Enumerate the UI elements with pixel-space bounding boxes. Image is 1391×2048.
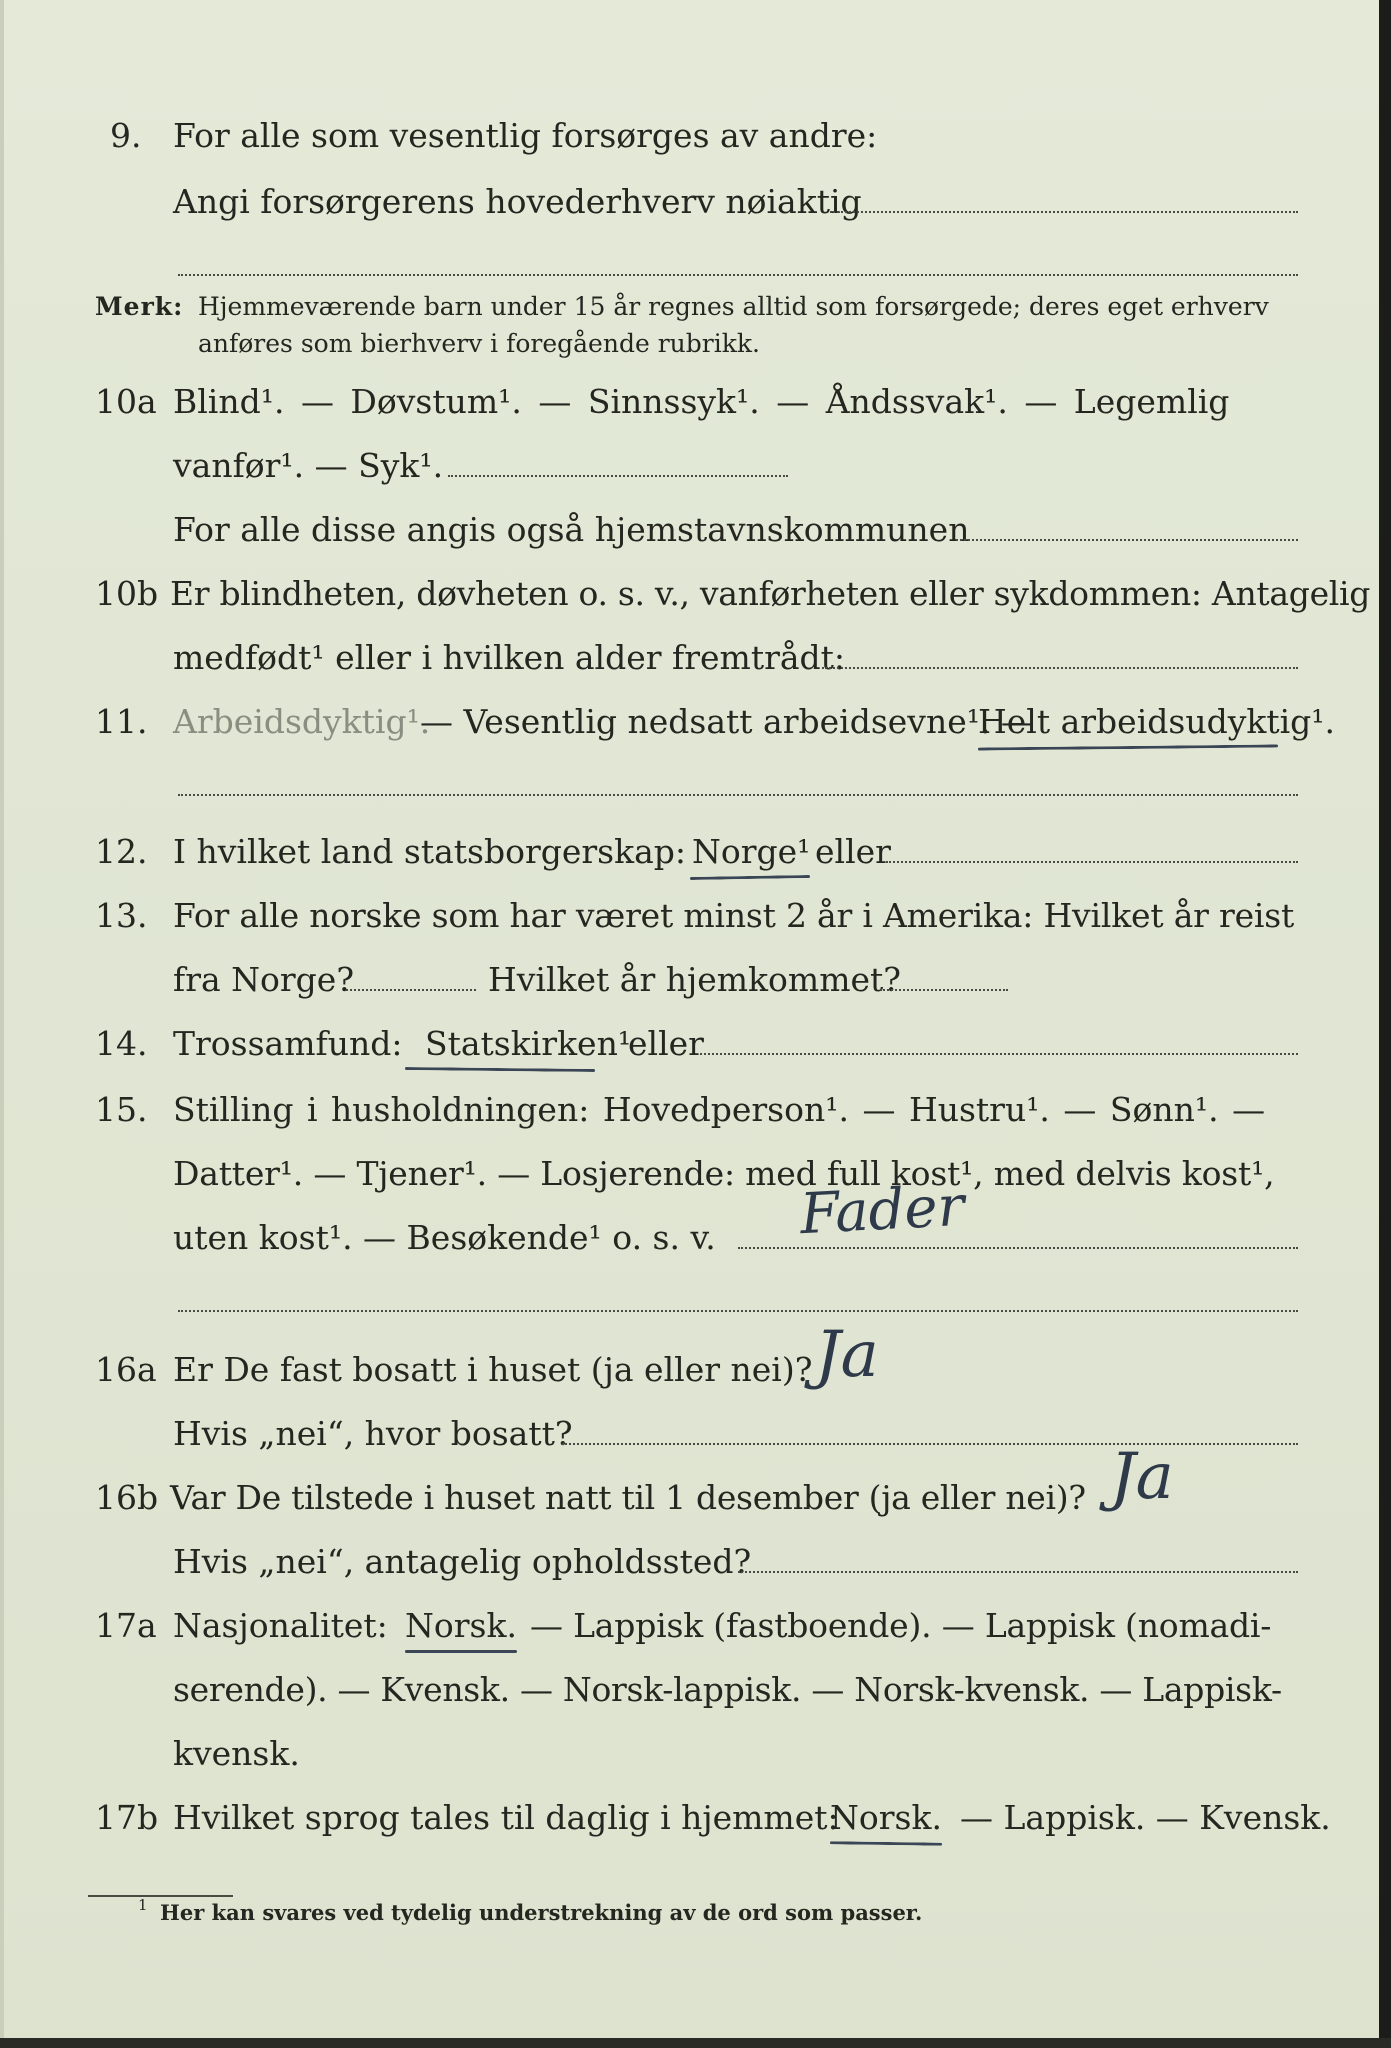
item-text: Trossamfund: — [173, 1024, 403, 1063]
item-number: 11. — [95, 702, 148, 741]
handwritten-answer: Ja — [815, 1318, 879, 1392]
item-text: Angi forsørgerens hovederhverv nøiaktig — [173, 182, 862, 221]
item-number: 15. — [95, 1090, 148, 1129]
item-text: eller — [628, 1024, 704, 1063]
item-text: Hvis „nei“, antagelig opholdssted? — [173, 1542, 752, 1581]
answer-dotted-line[interactable] — [700, 1053, 1298, 1055]
selection-underline — [405, 1067, 595, 1072]
item-text: I hvilket land statsborgerskap: — [173, 832, 687, 871]
item-number: 16b — [95, 1478, 159, 1517]
item-number: 17a — [95, 1606, 157, 1645]
footnote-mark: 1 — [138, 1896, 148, 1914]
answer-dotted-line[interactable] — [562, 1443, 1298, 1445]
item-number: 10b — [95, 574, 159, 613]
item-text: kvensk. — [173, 1734, 300, 1773]
item-text: medfødt¹ eller i hvilken alder fremtrådt: — [173, 638, 846, 677]
answer-dotted-line[interactable] — [738, 1247, 1298, 1249]
item-text: uten kost¹. — Besøkende¹ o. s. v. — [173, 1218, 716, 1257]
footnote-rule — [88, 1895, 233, 1897]
answer-dotted-line[interactable] — [346, 989, 476, 991]
item-text: Var De tilstede i huset natt til 1 desember (ja eller nei)? — [170, 1478, 1086, 1517]
note-text: Hjemmeværende barn under 15 år regnes alltid som forsørgede; deres eget erhverv — [198, 292, 1269, 321]
answer-dotted-line[interactable] — [448, 475, 788, 477]
item-text: For alle norske som har været minst 2 år i Amerika: Hvilket år reist — [173, 896, 1295, 935]
answer-dotted-line[interactable] — [178, 274, 1298, 276]
item-text: Er blindheten, døvheten o. s. v., vanførheten eller sykdommen: Antagelig — [170, 574, 1371, 613]
footnote-text: Her kan svares ved tydelig understrekning av de ord som passer. — [160, 1900, 923, 1925]
item-text: For alle som vesentlig forsørges av andre: — [173, 116, 878, 155]
answer-dotted-line[interactable] — [956, 539, 1298, 541]
page-edge-right — [1379, 0, 1391, 2048]
item-number: 9. — [110, 116, 142, 155]
note-text: anføres som bierhverv i foregående rubrikk. — [198, 329, 760, 358]
item-text: vanfør¹. — Syk¹. — [173, 446, 444, 485]
item-text: — Lappisk (fastboende). — Lappisk (nomadi- — [530, 1606, 1272, 1645]
option-text-selected: Helt arbeidsudyktig¹. — [978, 702, 1336, 741]
item-text: serende). — Kvensk. — Norsk-lappisk. — Norsk-kvensk. — Lappisk- — [173, 1670, 1282, 1709]
item-number: 12. — [95, 832, 148, 871]
answer-dotted-line[interactable] — [178, 794, 1298, 796]
item-text: Blind¹. — Døvstum¹. — Sinnssyk¹. — Åndssvak¹. — Legemlig — [173, 382, 1230, 421]
item-text: fra Norge? — [173, 960, 355, 999]
answer-dotted-line[interactable] — [178, 1310, 1298, 1312]
item-number: 17b — [95, 1798, 159, 1837]
option-text: Arbeidsdyktig¹. — [173, 702, 431, 741]
item-text: Hvilket sprog tales til daglig i hjemmet: — [173, 1798, 839, 1837]
item-text: Er De fast bosatt i huset (ja eller nei)? — [173, 1350, 813, 1389]
handwritten-answer: Ja — [1110, 1440, 1174, 1514]
option-text-selected: Norge¹ — [692, 832, 811, 871]
answer-dotted-line[interactable] — [822, 667, 1298, 669]
selection-underline — [405, 1650, 517, 1653]
answer-dotted-line[interactable] — [738, 1571, 1298, 1573]
note-label: Merk: — [95, 292, 184, 321]
item-text: Nasjonalitet: — [173, 1606, 388, 1645]
item-number: 10a — [95, 382, 157, 421]
option-text-selected: Statskirken¹ — [425, 1024, 632, 1063]
item-text: Datter¹. — Tjener¹. — Losjerende: med full kost¹, med delvis kost¹, — [173, 1154, 1275, 1193]
option-text-selected: Norsk. — [405, 1606, 517, 1645]
answer-dotted-line[interactable] — [886, 861, 1298, 863]
item-text: Stilling i husholdningen: Hovedperson¹. — Hustru¹. — Sønn¹. — — [173, 1090, 1266, 1129]
page-edge-bottom — [0, 2038, 1391, 2048]
item-number: 13. — [95, 896, 148, 935]
option-text: — Vesentlig nedsatt arbeidsevne¹. — — [420, 702, 1034, 741]
item-number: 16a — [95, 1350, 157, 1389]
option-text-selected: Norsk. — [830, 1798, 942, 1837]
item-text: Hvilket år hjemkommet? — [488, 960, 901, 999]
answer-dotted-line[interactable] — [830, 211, 1298, 213]
item-text: — Lappisk. — Kvensk. — [960, 1798, 1331, 1837]
item-text: For alle disse angis også hjemstavnskommunen — [173, 510, 970, 549]
answer-dotted-line[interactable] — [880, 989, 1008, 991]
page-edge-left — [0, 0, 4, 2048]
handwritten-answer: Fader — [798, 1173, 966, 1248]
item-text: Hvis „nei“, hvor bosatt? — [173, 1414, 573, 1453]
item-number: 14. — [95, 1024, 148, 1063]
selection-underline — [830, 1841, 942, 1846]
item-text: eller — [815, 832, 891, 871]
